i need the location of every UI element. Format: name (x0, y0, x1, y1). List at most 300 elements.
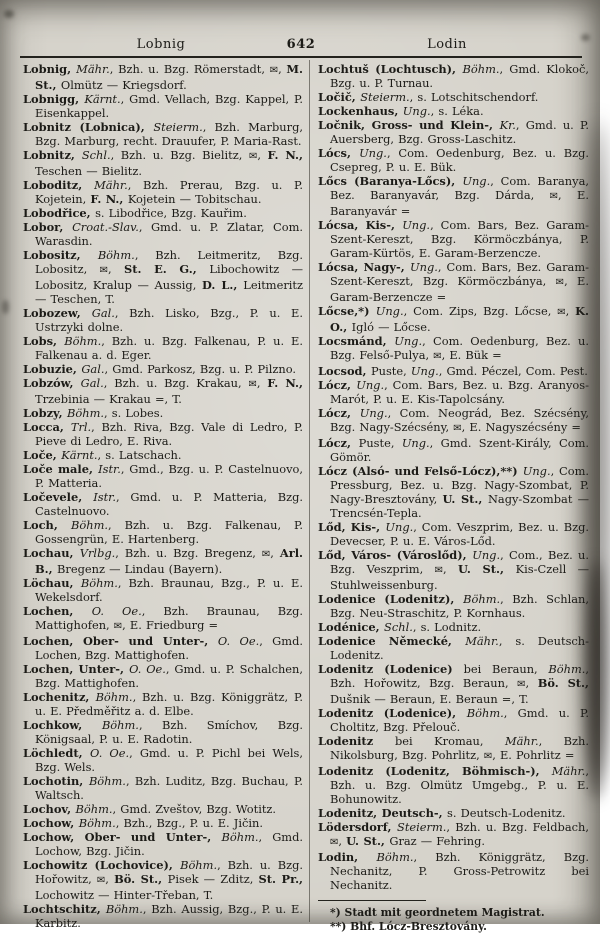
entry-text: , Bzh. u. Bzg. Falkenau, P. Gossengrün, E. Hartenberg. (35, 518, 303, 546)
entry-text: , Bzh. u. Bzg. Römerstadt, (109, 62, 270, 76)
entry-bold-text: Lőcse,*) (318, 304, 376, 318)
entry-bold-text: *) (330, 906, 345, 919)
entry-text: , Gmd. u. P. Zlatar, Com. Warasdin. (35, 220, 303, 248)
entry-region-abbr: Istr. (93, 490, 116, 504)
entry-text: Teschen — Bielitz. (35, 164, 142, 178)
entry (23, 546, 303, 576)
entry-bold-text: Lodenitz (Lodenitz, Böhmisch-), (318, 764, 552, 778)
entry (318, 218, 589, 260)
entry-region-abbr: Ung. (402, 104, 431, 118)
entry-text: Nagy-Szombat — Trencsén-Tepla. (330, 492, 590, 520)
entry (318, 334, 589, 364)
entry-bold-text: Lodenitz (Lodenice), (318, 706, 467, 720)
entry-text: , Bzh. Marburg, Bzg. Marburg, recht. Drauufer, P. Maria-Rast. (35, 120, 303, 148)
entry-region-abbr: Ung. (410, 364, 439, 378)
page-header (20, 37, 582, 53)
entry-bold-text: F. N., (90, 192, 128, 206)
footnote (318, 920, 589, 934)
entry-bold-text: Ločevele, (23, 490, 94, 504)
entry-text: , Com. Bars, Bez. Garam-Szent-Kereszt, Bzg. Körmöczbánya, (330, 260, 589, 288)
entry (23, 858, 303, 902)
page-number: 642 (286, 37, 316, 52)
entry-region-abbr: Schl. (81, 148, 111, 162)
entry-region-abbr: Steierm. (360, 90, 410, 104)
entry-text: Bhf. Lócz-Bresztovány. (350, 920, 487, 933)
entry (318, 118, 589, 146)
entry-text: , Gmd. u. P. Schalchen, Bzg. Mattighofen. (35, 662, 303, 690)
entry-text: , Gmd. u. P. Pichl bei Wels, Bzg. Wels. (35, 746, 303, 774)
entry-text: , s. Lodnitz. (412, 620, 482, 634)
entry-bold-text: Lobs, (23, 334, 65, 348)
entry-bold-text: Lodénice, (318, 620, 385, 634)
right-column (318, 62, 589, 934)
entry-text: , Bzh. u. Bzg. Feldbach, (446, 820, 589, 834)
entry-bold-text: F. N., (267, 148, 303, 162)
entry-text: , Bzh. u. Bzg. Krakau, (103, 376, 249, 390)
entry-bold-text: Lochow, (23, 816, 79, 830)
entry (318, 520, 589, 548)
entry-text: , Com. Baranya, Bez. Baranyavár, Bzg. Dárda, (330, 174, 589, 202)
entry-bold-text: Lochtuš (Lochtusch), (318, 62, 463, 76)
entry (318, 436, 589, 464)
entry-text: , s. Lotschitschendorf. (409, 90, 539, 104)
entry-bold-text: Arl. B., (35, 546, 303, 576)
entry-bold-text: Lobzy, (23, 406, 67, 420)
entry-bold-text: U. St., (346, 834, 390, 848)
entry (318, 620, 589, 634)
entry-text: s. Deutsch-Lodenitz. (447, 806, 566, 820)
entry-region-abbr: Böhm. (463, 592, 501, 606)
entry-text: , (278, 62, 287, 76)
scan-artifact (586, 560, 606, 800)
entry (23, 802, 303, 816)
entry-text: , Bzh. u. Bzg. Olmütz Umgebg., P. u. E. Bohunowitz. (330, 764, 589, 806)
entry-bold-text: Lödersdorf, (318, 820, 398, 834)
entry-region-abbr: Istr. (98, 462, 121, 476)
entry (23, 518, 303, 546)
entry-bold-text: Lobnitz, (23, 148, 82, 162)
entry-bold-text: Lobnitz (Lobnica), (23, 120, 154, 134)
entry (23, 690, 303, 718)
entry-region-abbr: O. Oe. (217, 634, 260, 648)
entry (23, 120, 303, 148)
entry-region-abbr: Böhm. (376, 850, 414, 864)
entry-text: , (256, 376, 268, 390)
entry-region-abbr: Ung. (359, 146, 387, 160)
entry-text: , Bzh. Nikolsburg, Bzg. Pohrlitz, (330, 734, 589, 762)
entry-bold-text: Lobnigg, (23, 92, 85, 106)
entry-text: , Com. Oedenburg, Bez. u. Bzg. Felső-Pulya, (330, 334, 589, 362)
entry-bold-text: Lochkow, (23, 718, 102, 732)
header-right-keyword: Lodin (427, 37, 467, 52)
entry-region-abbr: Böhm. (88, 774, 126, 788)
entry-region-abbr: Ung. (356, 378, 385, 392)
entry (318, 90, 589, 104)
entry-text: , s. Léka. (430, 104, 484, 118)
posthorn-icon: ✉ (330, 837, 339, 848)
entry-bold-text: Ločnik, Gross- und Klein-, (318, 118, 500, 132)
entry (318, 146, 589, 174)
entry (318, 764, 589, 806)
entry-text: , Gmd. Péczel, Com. Pest. (438, 364, 588, 378)
entry-bold-text: Lócz (Alsó- und Felső-Lócz),**) (318, 464, 523, 478)
entry (23, 902, 303, 930)
entry-text: , Bzh. u. Bzg. Bielitz, (110, 148, 249, 162)
entry-bold-text: Lodenice Německé, (318, 634, 466, 648)
entry-text: , Gmd. Zveštov, Bzg. Wotitz. (112, 802, 277, 816)
entry-text: , Com. Zips, Bzg. Lőcse, (403, 304, 558, 318)
entry-text: , Gmd. Szent-Király, Com. Gömör. (330, 436, 590, 464)
header-left-keyword: Lobnig (136, 37, 186, 52)
entry-text: , Bzh. u. Bzg. Falkenau, P. u. E. Falkenau a. d. Eger. (35, 334, 303, 362)
entry (23, 662, 303, 690)
entry-text: , (270, 546, 280, 560)
entry-bold-text: Lochotin, (23, 774, 89, 788)
entry (318, 820, 589, 850)
entry-bold-text: Lochau, (23, 546, 80, 560)
text-columns (23, 62, 590, 933)
entry-text: , Gmd. Vellach, Bzg. Kappel, P. Eisenkappel. (35, 92, 303, 120)
entry-bold-text: U. St., (457, 562, 516, 576)
entry-bold-text: Lobnig, (23, 62, 77, 76)
entry-bold-text: Lócs, (318, 146, 360, 160)
entry-region-abbr: Böhm. (180, 858, 218, 872)
entry-bold-text: St. Pr., (258, 872, 304, 886)
entry-text: , Bzh. Königgrätz, Bzg. Nechanitz, P. Gross-Petrowitz bei Nechanitz. (330, 850, 589, 892)
scan-artifact (2, 300, 9, 314)
entry-text: Stadt mit geordnetem Magistrat. (344, 906, 545, 919)
entry (318, 378, 589, 406)
entry-bold-text: Locca, (23, 420, 71, 434)
entry (23, 62, 303, 92)
left-column (23, 62, 303, 930)
entry-bold-text: Lodin, (318, 850, 377, 864)
entry (23, 420, 303, 448)
entry-region-abbr: Ung. (522, 464, 551, 478)
entry-region-abbr: O. Oe. (90, 746, 130, 760)
entry (23, 376, 303, 406)
entry (23, 306, 303, 334)
entry-text: , Bzh. u. Bzg. Königgrätz, P. u. E. Předměřitz a. d. Elbe. (35, 690, 303, 718)
entry-region-abbr: Böhm. (548, 662, 586, 676)
entry-text: , Bzh. Braunau, Bzg., P. u. E. Wekelsdorf. (35, 576, 303, 604)
entry-text: , Bzh. Luditz, Bzg. Buchau, P. Waltsch. (35, 774, 303, 802)
entry-region-abbr: Böhm. (64, 334, 102, 348)
entry-text: Trzebinia — Krakau =, T. (35, 392, 182, 406)
entry-region-abbr: Ung. (401, 436, 430, 450)
entry-region-abbr: Ung. (472, 548, 501, 562)
entry-text: Bregenz — Lindau (Bayern). (57, 562, 223, 576)
entry (318, 260, 589, 304)
entry-text: Kojetein — Tobitschau. (127, 192, 262, 206)
entry-text: , Com., Bez. u. Bzg. Veszprim, (330, 548, 589, 576)
entry-bold-text: Lócz, (318, 406, 360, 420)
posthorn-icon: ✉ (99, 265, 108, 276)
entry-text: , (338, 834, 347, 848)
entry-bold-text: Loch, (23, 518, 72, 532)
entry-text: Libochowitz — Lobositz, Kralup — Aussig, (35, 262, 304, 292)
entry-bold-text: Loboditz, (23, 178, 95, 192)
entry-text: , (105, 872, 115, 886)
entry (23, 448, 303, 462)
entry-bold-text: Löchledt, (23, 746, 91, 760)
entry-text: , Gmd. u. P. Matteria, Bzg. Castelnuovo. (35, 490, 303, 518)
entry-bold-text: **) (330, 920, 351, 933)
entry-bold-text: Ločič, (318, 90, 361, 104)
entry-region-abbr: Böhm. (221, 830, 259, 844)
entry (23, 362, 303, 376)
entry-text: , Bzh., Bzg., P. u. E. Jičin. (115, 816, 263, 830)
entry-region-abbr: Böhm. (95, 690, 133, 704)
entry-region-abbr: Ung. (385, 520, 414, 534)
entry (23, 220, 303, 248)
entry-bold-text: Lócsa, Kis-, (318, 218, 403, 232)
entry-region-abbr: Trl. (70, 420, 92, 434)
entry-text: Pisek — Zditz, (167, 872, 259, 886)
entry-region-abbr: Böhm. (97, 248, 135, 262)
entry-bold-text: Locsod, (318, 364, 371, 378)
entry-bold-text: Lobositz, (23, 248, 98, 262)
entry (318, 62, 589, 90)
entry (23, 462, 303, 490)
posthorn-icon: ✉ (549, 191, 559, 202)
entry-bold-text: Locsmánd, (318, 334, 395, 348)
posthorn-icon: ✉ (557, 307, 566, 318)
entry-text: , Com. Oedenburg, Bez. u. Bzg. Csepreg, P. u. E. Bük. (330, 146, 589, 174)
entry-bold-text: Lőcs (Baranya-Lőcs), (318, 174, 463, 188)
scan-artifact (581, 34, 590, 41)
entry-region-abbr: O. Oe. (91, 604, 142, 618)
entry-bold-text: Lochov, (23, 802, 76, 816)
entry-bold-text: Lochenitz, (23, 690, 96, 704)
entry-text: Kis-Czell — Stuhlweissenburg. (330, 562, 589, 592)
entry-text: Puste, (370, 364, 411, 378)
entry-region-abbr: Ung. (402, 218, 431, 232)
entry-text: , Com. Neográd, Bez. Szécsény, Bzg. Nagy-Szécsény, (330, 406, 589, 434)
entry-region-abbr: Croat.-Slav. (72, 220, 139, 234)
posthorn-icon: ✉ (434, 565, 443, 576)
entry-bold-text: Lochtschitz, (23, 902, 106, 916)
entry-text: , Com. Veszprim, Bez. u. Bzg. Devecser, P. u. E. Város-Lőd. (330, 520, 589, 548)
entry-text: , Gmd. u. P. Choltitz, Bzg. Přelouč. (330, 706, 589, 734)
entry-region-abbr: Kärnt. (84, 92, 121, 106)
entry-region-abbr: Böhm. (466, 706, 504, 720)
entry (23, 490, 303, 518)
entry-text: , (442, 562, 458, 576)
entry-region-abbr: Böhm. (78, 816, 116, 830)
entry (23, 92, 303, 120)
entry-region-abbr: Gal. (91, 306, 115, 320)
entry-text: , Gmd. Lochen, Bzg. Mattighofen. (35, 634, 303, 662)
entry-text: Puste, (358, 436, 402, 450)
entry-text: , (257, 148, 268, 162)
entry-bold-text: Loče, (23, 448, 62, 462)
posthorn-icon: ✉ (555, 277, 565, 288)
entry (318, 706, 589, 734)
entry-region-abbr: Ung. (359, 406, 388, 420)
entry-text: Graz — Fehring. (389, 834, 486, 848)
entry-text: , Bzh. Hořowitz, Bzg. Beraun, (330, 662, 589, 690)
entry-text: , Com. Bars, Bez. Garam-Szent-Kereszt, Bzg. Körmöczbánya, P. Garam-Kürtös, E. Garam-Berzencze. (330, 218, 589, 260)
entry-bold-text: Lőd, Város- (Városlőd), (318, 548, 473, 562)
entry-text: Olmütz — Kriegsdorf. (60, 78, 187, 92)
entry-text: , E. Baranyavár = (330, 188, 589, 218)
entry-text: Igló — Lőcse. (351, 320, 431, 334)
entry-text: , Gmd., Bzg. u. P. Castelnuovo, P. Matteria. (35, 462, 303, 490)
entry-region-abbr: O. Oe. (129, 662, 166, 676)
entry-bold-text: Lochowitz (Lochovice), (23, 858, 181, 872)
entry-bold-text: Löchau, (23, 576, 81, 590)
entry (23, 248, 303, 306)
posthorn-icon: ✉ (517, 679, 526, 690)
posthorn-icon: ✉ (433, 351, 442, 362)
entry-region-abbr: Ung. (375, 304, 404, 318)
entry-text: Leitmeritz — Teschen, T. (35, 278, 303, 306)
posthorn-icon: ✉ (248, 151, 258, 162)
entry (318, 406, 589, 436)
entry-region-abbr: Böhm. (101, 718, 139, 732)
entry-text: , Bzh. u. Bzg. Bregenz, (115, 546, 262, 560)
entry-bold-text: Lobodřice, (23, 206, 96, 220)
entry-region-abbr: Mähr. (94, 178, 128, 192)
entry-region-abbr: Mähr. (76, 62, 110, 76)
entry (23, 604, 303, 634)
entry (23, 774, 303, 802)
entry-text: , s. Latschach. (97, 448, 182, 462)
entry-text: Dušnik — Beraun, E. Beraun =, T. (330, 692, 529, 706)
footnote-rule (318, 900, 426, 901)
entry-bold-text: Lochen, Unter-, (23, 662, 130, 676)
entry-bold-text: Lodenitz (318, 734, 395, 748)
entry-region-abbr: Mähr. (465, 634, 499, 648)
entry-region-abbr: Böhm. (462, 62, 500, 76)
entry-text: Lochowitz — Hinter-Třeban, T. (35, 888, 214, 902)
entry-bold-text: Lobor, (23, 220, 73, 234)
entry-text: , E. Friedburg = (122, 618, 219, 632)
entry-text: , E. Bük = (441, 348, 502, 362)
entry-bold-text: M. St., (35, 62, 303, 92)
entry-bold-text: Lodenitz (Lodenice) (318, 662, 464, 676)
entry-bold-text: Lócsa, Nagy-, (318, 260, 411, 274)
entry (23, 206, 303, 220)
entry-bold-text: Loče male, (23, 462, 99, 476)
entry-text: , Bzh. u. Bzg. Hořowitz, (35, 858, 303, 886)
entry (318, 174, 589, 218)
entry-region-abbr: Kr. (499, 118, 516, 132)
entry-text: , Gmd. Klokoč, Bzg. u. P. Turnau. (330, 62, 589, 90)
entry-region-abbr: Vrlbg. (79, 546, 116, 560)
entry-region-abbr: Böhm. (67, 406, 104, 420)
posthorn-icon: ✉ (483, 751, 493, 762)
entry-region-abbr: Mähr. (504, 734, 539, 748)
entry-region-abbr: Gal. (81, 362, 105, 376)
posthorn-icon: ✉ (96, 875, 106, 886)
entry-text: , Bzh. Smíchov, Bzg. Königsaal, P. u. E. Radotin. (35, 718, 303, 746)
entry (318, 806, 589, 820)
entry-region-abbr: Mähr. (551, 764, 586, 778)
entry-bold-text: D. L., (201, 278, 244, 292)
entry-bold-text: Lodenitz, Deutsch-, (318, 806, 448, 820)
entry-text: , (565, 304, 576, 318)
entry-text: , E. Pohrlitz = (492, 748, 575, 762)
entry-bold-text: Lobuzie, (23, 362, 82, 376)
entry (318, 850, 589, 892)
entry (23, 576, 303, 604)
entry (318, 734, 589, 764)
entry-bold-text: Lodenice (Lodenitz), (318, 592, 464, 606)
entry-bold-text: Lőd, Kis-, (318, 520, 386, 534)
entry-text: , Com. Pressburg, Bez. u. Bzg. Nagy-Szombat, P. Nagy-Bresztovány, (330, 464, 589, 506)
entry (23, 634, 303, 662)
entry-bold-text: St. E. G., (123, 262, 210, 276)
entry-text: , E. Garam-Berzencze = (330, 274, 589, 304)
entry-text: , Gmd. Lochow, Bzg. Jičin. (35, 830, 304, 858)
entry-region-abbr: Böhm. (75, 802, 113, 816)
entry-bold-text: K. O., (330, 304, 590, 334)
entry (318, 662, 589, 706)
entry-text: bei Kromau, (394, 734, 505, 748)
entry-bold-text: Lócz, (318, 378, 357, 392)
entry (318, 104, 589, 118)
entry (23, 718, 303, 746)
entry-bold-text: Lochen, Ober- und Unter-, (23, 634, 218, 648)
entry-bold-text: F. N., (267, 376, 303, 390)
entry (23, 816, 303, 830)
entry-bold-text: Lochen, (23, 604, 92, 618)
entry-text: , Bzh. Riva, Bzg. Vale di Ledro, P. Pieve di Ledro, E. Riva. (35, 420, 303, 448)
entry-text: bei Beraun, (463, 662, 549, 676)
entry-region-abbr: Schl. (384, 620, 413, 634)
entry-text: , Bzh. Schlan, Bzg. Neu-Straschitz, P. Kornhaus. (330, 592, 589, 620)
entry-text: , Bzh. Aussig, Bzg., P. u. E. Karbitz. (35, 902, 303, 930)
entry-region-abbr: Böhm. (105, 902, 143, 916)
entry (23, 334, 303, 362)
header-rule (20, 56, 582, 58)
entry-text: , Gmd. u. P. Auersberg, Bzg. Gross-Laschitz. (330, 118, 589, 146)
entry-text: s. Libodřice, Bzg. Kauřim. (95, 206, 247, 220)
entry-text: , Com. Bars, Bez. u. Bzg. Aranyos-Marót, P. u. E. Kis-Tapolcsány. (330, 378, 589, 406)
entry (23, 406, 303, 420)
entry-text: , Gmd. Parkosz, Bzg. u. P. Pilzno. (104, 362, 297, 376)
posthorn-icon: ✉ (269, 65, 279, 76)
entry (23, 148, 303, 178)
entry-bold-text: Lobzów, (23, 376, 81, 390)
entry-text: , s. Deutsch-Lodenitz. (330, 634, 589, 662)
entry-region-abbr: Böhm. (80, 576, 118, 590)
entry-text: , Bzh. Leitmeritz, Bzg. Lobositz, (35, 248, 303, 276)
entry (318, 548, 589, 592)
posthorn-icon: ✉ (113, 621, 123, 632)
entry-region-abbr: Steierm. (153, 120, 203, 134)
entry-text: , Bzh. Prerau, Bzg. u. P. Kojetein, (35, 178, 304, 206)
entry-bold-text: Lobozew, (23, 306, 92, 320)
entry-region-abbr: Böhm. (71, 518, 109, 532)
entry-region-abbr: Ung. (410, 260, 438, 274)
entry-region-abbr: Steierm. (397, 820, 447, 834)
entry-text: , Bzh. Braunau, Bzg. Mattighofen, (35, 604, 303, 632)
posthorn-icon: ✉ (248, 379, 257, 390)
entry-region-abbr: Gal. (80, 376, 104, 390)
entry (23, 830, 303, 858)
entry-bold-text: U. St., (442, 492, 488, 506)
footnote-block (318, 900, 589, 934)
entry (23, 178, 303, 206)
entry (318, 464, 589, 520)
entry (318, 304, 589, 334)
entry (318, 634, 589, 662)
entry-bold-text: Bö. St., (537, 676, 589, 690)
entry-region-abbr: Ung. (394, 334, 423, 348)
